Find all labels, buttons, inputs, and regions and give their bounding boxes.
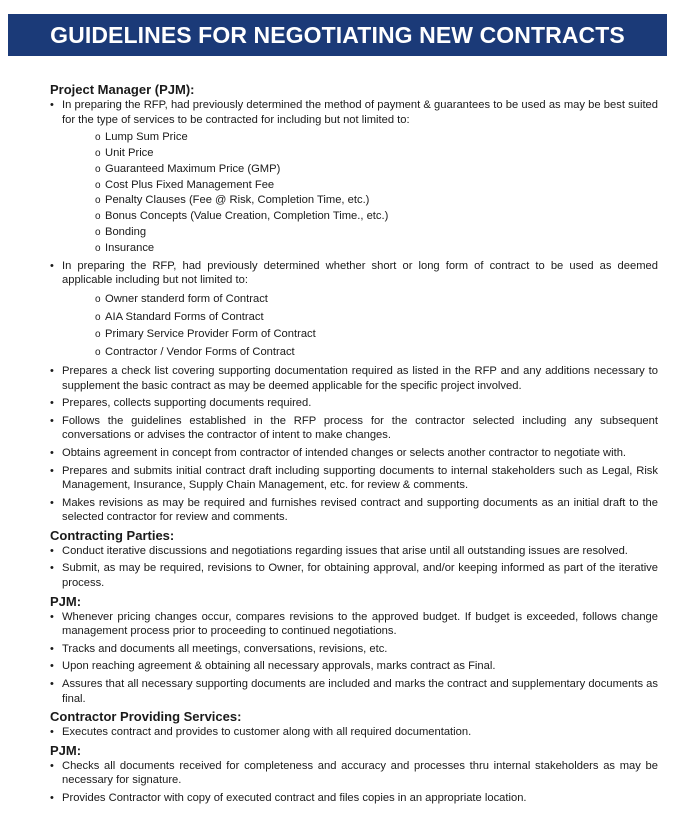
bullet-text: Whenever pricing changes occur, compares revisions to the approved budget. If budget is exceeded, follows change management process prior to proceeding to continued negotiations. — [62, 610, 658, 638]
sub-list — [50, 291, 658, 362]
bullet-text: Prepares a check list covering supporting documentation required as listed in the RFP and any additions necessary to supplement the basic contract as may be deemed applicable for the specific project involved. — [62, 364, 658, 392]
bullet-item — [50, 610, 658, 639]
sub-list-item — [95, 291, 658, 309]
sub-list-item — [95, 225, 658, 241]
sub-list-text: Cost Plus Fixed Management Fee — [105, 178, 275, 191]
bullet-item — [50, 642, 658, 657]
bullet-text: Assures that all necessary supporting documents are included and marks the contract and supplementary documents as final. — [62, 678, 658, 705]
sub-list-item — [95, 344, 658, 362]
bullet-text: In preparing the RFP, had previously determined the method of payment & guarantees to be used as may be best suited for the type of services to be contracted for including but not limited to: — [62, 99, 658, 126]
bullet-icon: • — [50, 414, 54, 427]
bullet-icon: • — [50, 726, 54, 739]
sub-list-text: Guaranteed Maximum Price (GMP) — [105, 162, 281, 175]
circle-bullet-icon: o — [95, 147, 101, 159]
sub-list-item — [95, 146, 658, 162]
bullet-text: Provides Contractor with copy of executed contract and files copies in an appropriate location. — [62, 792, 527, 804]
sub-list-item — [95, 309, 658, 327]
sub-list-text: AIA Standard Forms of Contract — [105, 310, 264, 323]
sub-list — [50, 130, 658, 256]
sub-list-text: Insurance — [105, 241, 155, 254]
bullet-item — [50, 659, 658, 674]
bullet-item — [50, 496, 658, 525]
sub-list-text: Bonding — [105, 225, 147, 238]
circle-bullet-icon: o — [95, 211, 101, 223]
sub-list-text: Primary Service Provider Form of Contract — [105, 328, 316, 341]
bullet-item — [50, 98, 658, 127]
bullet-icon: • — [50, 446, 54, 459]
bullet-item — [50, 364, 658, 393]
circle-bullet-icon: o — [95, 242, 101, 254]
bullet-icon: • — [50, 610, 54, 623]
sub-list-item — [95, 130, 658, 146]
bullet-icon: • — [50, 464, 54, 477]
circle-bullet-icon: o — [95, 226, 101, 238]
section-heading: PJM: — [50, 593, 82, 609]
bullet-item — [50, 677, 658, 706]
bullet-item — [50, 759, 658, 788]
bullet-text: Executes contract and provides to customer along with all required documentation. — [62, 726, 472, 739]
bullet-icon: • — [50, 99, 54, 111]
section-heading: Contractor Providing Services: — [50, 709, 242, 725]
bullet-icon: • — [50, 678, 54, 691]
sub-list-text: Unit Price — [105, 146, 154, 159]
bullet-icon: • — [50, 259, 54, 272]
sub-list-item — [95, 162, 658, 178]
sub-list-text: Penalty Clauses (Fee @ Risk, Completion Time, etc.) — [105, 194, 370, 207]
bullet-icon: • — [50, 397, 54, 410]
bullet-item — [50, 464, 658, 493]
bullet-text: Prepares, collects supporting documents required. — [62, 397, 312, 410]
bullet-text: Prepares and submits initial contract draft including supporting documents to internal stakeholders such as Legal, Risk Management, Insurance, Supply Chain Management, etc. for review & comments. — [62, 464, 658, 492]
page-title-banner — [8, 14, 667, 56]
circle-bullet-icon: o — [95, 347, 101, 359]
bullet-item — [50, 259, 658, 288]
sub-list-item — [95, 193, 658, 209]
bullet-icon: • — [50, 364, 54, 377]
bullet-icon: • — [50, 562, 54, 575]
guidelines-body — [50, 82, 658, 809]
circle-bullet-icon: o — [95, 132, 101, 144]
bullet-text: Tracks and documents all meetings, conversations, revisions, etc. — [62, 642, 388, 655]
bullet-icon: • — [50, 660, 54, 673]
bullet-text: Submit, as may be required, revisions to Owner, for obtaining approval, and/or keeping informed as part of the iterative process. — [62, 562, 658, 590]
sub-list-item — [95, 209, 658, 225]
circle-bullet-icon: o — [95, 163, 101, 175]
bullet-text: Makes revisions as may be required and furnishes revised contract and supporting documents as an initial draft to the selected contractor for review and comments. — [62, 496, 658, 524]
circle-bullet-icon: o — [95, 179, 101, 191]
section-heading: Project Manager (PJM): — [50, 82, 195, 97]
bullet-text: Checks all documents received for completeness and accuracy and processes thru internal stakeholders as may be necessary for signature. — [62, 759, 658, 787]
circle-bullet-icon: o — [95, 329, 101, 341]
sub-list-item — [95, 326, 658, 344]
sub-list-item — [95, 241, 658, 257]
bullet-icon: • — [50, 496, 54, 509]
bullet-text: In preparing the RFP, had previously determined whether short or long form of contract to be used as deemed applicable including but not limited to: — [62, 259, 658, 287]
bullet-text: Upon reaching agreement & obtaining all necessary approvals, marks contract as Final. — [62, 660, 496, 673]
sub-list-text: Lump Sum Price — [105, 131, 188, 144]
sub-list-text: Owner standerd form of Contract — [105, 292, 268, 305]
bullet-icon: • — [50, 759, 54, 772]
bullet-item — [50, 396, 658, 411]
page-title: GUIDELINES FOR NEGOTIATING NEW CONTRACTS — [50, 21, 625, 48]
circle-bullet-icon: o — [95, 311, 101, 323]
bullet-item — [50, 544, 658, 559]
bullet-icon: • — [50, 544, 54, 557]
bullet-icon: • — [50, 792, 54, 804]
section-heading: PJM: — [50, 742, 82, 758]
bullet-item — [50, 725, 658, 740]
bullet-text: Conduct iterative discussions and negotiations regarding issues that arise until all outstanding issues are resolved. — [62, 544, 628, 557]
section-heading: Contracting Parties: — [50, 527, 175, 543]
sub-list-text: Contractor / Vendor Forms of Contract — [105, 346, 295, 359]
bullet-item — [50, 561, 658, 590]
sub-list-text: Bonus Concepts (Value Creation, Completion Time., etc.) — [105, 210, 389, 223]
sub-list-item — [95, 178, 658, 194]
bullet-item — [50, 446, 658, 461]
bullet-item — [50, 414, 658, 443]
circle-bullet-icon: o — [95, 293, 101, 305]
bullet-icon: • — [50, 642, 54, 655]
bullet-text: Obtains agreement in concept from contractor of intended changes or selects another contractor to negotiate with. — [62, 446, 627, 459]
circle-bullet-icon: o — [95, 195, 101, 207]
bullet-item — [50, 791, 658, 806]
bullet-text: Follows the guidelines established in the RFP process for the contractor selected including any subsequent conversations or advises the contractor of intent to make changes. — [62, 414, 658, 442]
